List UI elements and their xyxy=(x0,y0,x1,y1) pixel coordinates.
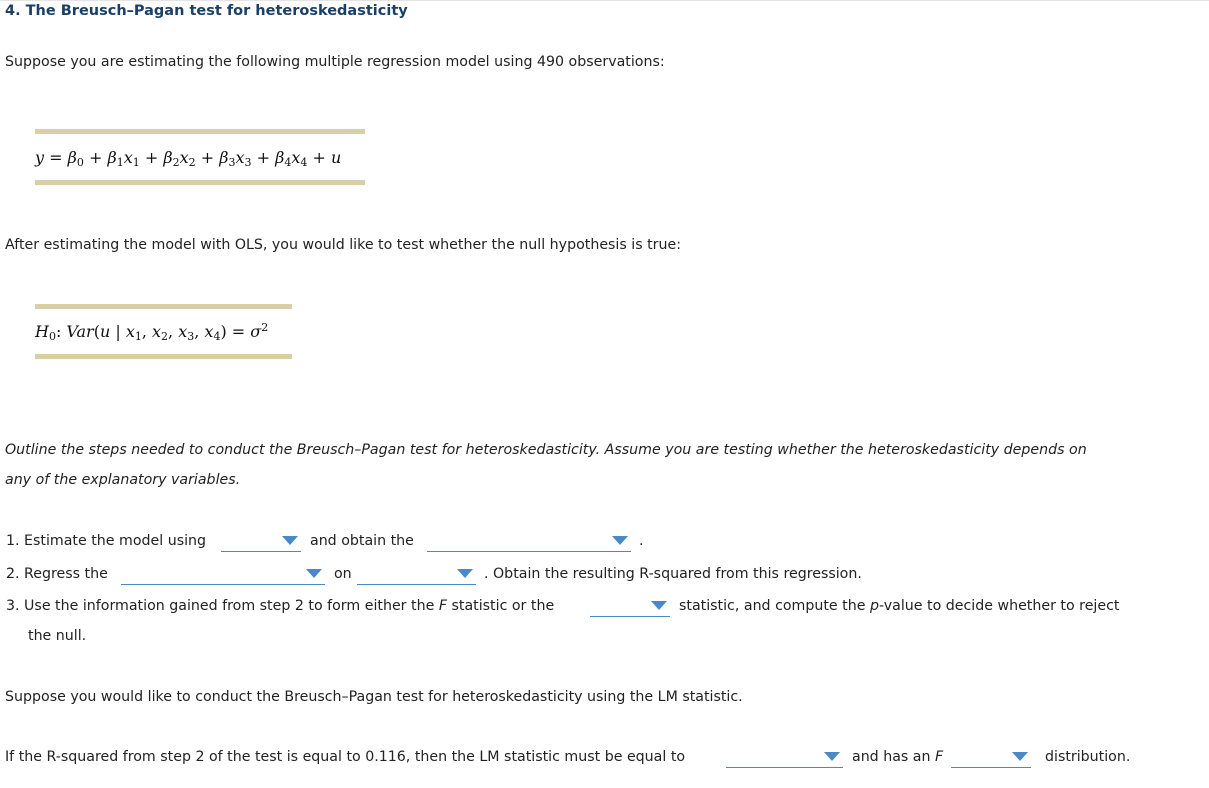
step2-on-dropdown[interactable] xyxy=(357,564,476,585)
chevron-down-icon xyxy=(824,752,840,761)
step1-prefix: 1. Estimate the model using xyxy=(6,533,207,549)
chevron-down-icon xyxy=(282,536,298,545)
intro-text: Suppose you are estimating the following multiple regression model using 490 observations: xyxy=(5,54,665,70)
top-divider xyxy=(0,0,1209,1)
null-hypothesis: $H_0$: Var(u | $x_1$, $x_2$, $x_3$, $x_4) = \sigma^2$ xyxy=(35,321,269,343)
step3-prefix: 3. Use the information gained from step 2 to form either the xyxy=(6,598,435,614)
step2-prefix: 2. Regress the xyxy=(6,566,108,582)
lm-intro-text: Suppose you would like to conduct the Breusch–Pagan test for heteroskedasticity using the LM statistic. xyxy=(5,689,743,705)
step3-stat-dropdown[interactable] xyxy=(590,596,670,617)
step2-regress-dropdown[interactable] xyxy=(121,564,325,585)
step3-suffix-b: -value to decide whether to reject xyxy=(879,598,1120,614)
p-symbol: p xyxy=(869,598,879,614)
lm-value-dropdown[interactable] xyxy=(726,747,843,768)
step3-suffix-a: statistic, and compute the xyxy=(679,598,866,614)
step3-suffix xyxy=(679,598,1119,614)
distribution-dropdown[interactable] xyxy=(951,747,1031,768)
chevron-down-icon xyxy=(306,569,322,578)
step1-method-dropdown[interactable] xyxy=(221,531,301,552)
chevron-down-icon xyxy=(457,569,473,578)
step1-middle: and obtain the xyxy=(310,533,414,549)
final-middle-text: and has an xyxy=(852,749,931,765)
step3-text xyxy=(6,598,554,614)
step3-prefix2: statistic or the xyxy=(451,598,555,614)
question-title: 4. The Breusch–Pagan test for heteroskedasticity xyxy=(5,3,408,19)
step3-line2: the null. xyxy=(28,628,87,644)
step1-suffix: . xyxy=(639,533,644,549)
chevron-down-icon xyxy=(651,601,667,610)
outline-text-line1: Outline the steps needed to conduct the Breusch–Pagan test for heteroskedasticity. Assume you are testing whether the heteroskedasticity depends on xyxy=(5,442,1087,458)
after-model-text: After estimating the model with OLS, you would like to test whether the null hypothesis is true: xyxy=(5,237,682,253)
chevron-down-icon xyxy=(1012,752,1028,761)
f-symbol: F xyxy=(438,598,447,614)
model-equation: $y = \beta_0 + \beta_1x_1 + \beta_2x_2 + \beta_3x_3 + \beta_4x_4 + u$ xyxy=(35,148,342,169)
final-suffix: distribution. xyxy=(1045,749,1131,765)
f-symbol: F xyxy=(935,749,944,765)
final-middle xyxy=(852,749,943,765)
step2-middle: on xyxy=(334,566,352,582)
outline-text-line2: any of the explanatory variables. xyxy=(5,472,241,488)
final-prefix: If the R-squared from step 2 of the test is equal to 0.116, then the LM statistic must be equal to xyxy=(5,749,686,765)
step2-suffix: . Obtain the resulting R-squared from this regression. xyxy=(484,566,862,582)
chevron-down-icon xyxy=(612,536,628,545)
step1-obtain-dropdown[interactable] xyxy=(427,531,631,552)
